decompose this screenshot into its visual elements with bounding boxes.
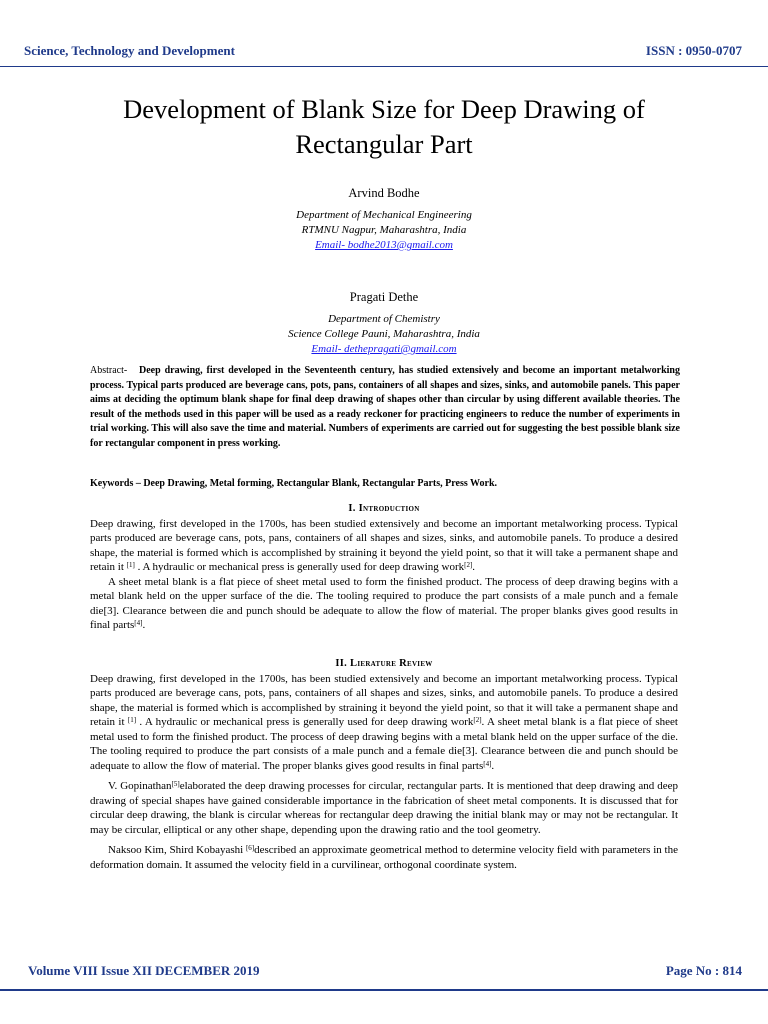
paragraph-text: . A hydraulic or mechanical press is generally used for deep drawing work [136, 716, 474, 728]
section-introduction [90, 502, 678, 633]
paragraph-text: . [491, 759, 495, 772]
section-literature-review [90, 657, 678, 872]
paragraph [90, 843, 678, 872]
abstract-text: Deep drawing, first developed in the Seventeenth century, has studied extensively and become an important metalworking process. Typical parts produced are beverage cans, pots, pans, containers of all shapes and sizes, sinks, and automobile panels. This paper aims at deciding the optimum blank shape for final deep drawing of shapes other than circular by using different available theories. The result of the methods used in this paper will be used as a ready reckoner for practicing engineers to reduce the number of experiments in trial working. This will also save the time and material. Numbers of experiments are carried out for suggesting the best possible blank size for rectangular component in press working. [90, 365, 680, 449]
citation: [2] [473, 716, 482, 724]
author-institution: Science College Pauni, Maharashtra, India [288, 328, 480, 340]
citation: [5] [171, 780, 180, 788]
paragraph-text: . [142, 619, 146, 631]
citation: [1] [127, 716, 137, 724]
paragraph-text: described an approximate geometrical method to determine velocity field with parameters in the deformation domain. It assumed the velocity field in a curvilinear, orthogonal coordinate system. [90, 844, 678, 871]
citation: [4] [134, 619, 143, 627]
section-heading: II. Lierature Review [335, 658, 433, 669]
paragraph-text: Deep drawing, first developed in the 1700s, has been studied extensively and become an important metalworking process. Typical parts produced are beverage cans, pots, pans, containers of all shapes and sizes, sinks, and automobile panels. To produce a desired shape, the material is formed which is accomplished by straining it beyond the yield point, so that it will take a permanent shape and retain it [90, 672, 678, 728]
footer-divider [0, 989, 768, 991]
abstract [90, 364, 680, 452]
author-email-link[interactable]: Email- dethepragati@gmail.com [311, 343, 457, 355]
abstract-label: Abstract- [90, 365, 128, 376]
journal-name: Science, Technology and Development [24, 43, 235, 58]
footer-issue: Volume VIII Issue XII DECEMBER 2019 [28, 963, 260, 978]
citation: [1] [126, 561, 135, 569]
author-department: Department of Mechanical Engineering [296, 209, 472, 221]
paragraph-text: . A sheet metal blank is a flat piece of sheet metal used to form the finished product. The process of deep drawing begins with a metal blank held on the upper surface of the die. The tooling required to produce the part consists of a male punch and a female die[3]. Clearance between die and punch should be adequate to allow the flow of material. The proper blanks gives good results in final parts [90, 716, 678, 772]
author-block-2 [0, 290, 768, 357]
keywords: Keywords – Deep Drawing, Metal forming, Rectangular Blank, Rectangular Parts, Press Work. [90, 478, 498, 489]
header-divider [0, 66, 768, 67]
paragraph [90, 575, 678, 633]
paper-title: Development of Blank Size for Deep Drawing of Rectangular Part [123, 94, 645, 159]
author-institution: RTMNU Nagpur, Maharashtra, India [301, 224, 467, 236]
citation: [2] [464, 561, 473, 569]
author-block-1 [0, 186, 768, 253]
citation: [6] [245, 844, 255, 852]
section-heading: I. Introduction [348, 503, 420, 514]
author-department: Department of Chemistry [328, 313, 440, 325]
issn: ISSN : 0950-0707 [645, 43, 742, 58]
paragraph-text: Deep drawing, first developed in the 1700s, has been studied extensively and become an important metalworking process. Typical parts produced are beverage cans, pots, pans, containers of all shapes and sizes, sinks, and automobile panels. To produce a desired shape, the material is formed which is accomplished by straining it beyond the yield point, so that it will take a permanent shape and retain it [90, 517, 678, 573]
author-email-link[interactable]: Email- bodhe2013@gmail.com [315, 239, 453, 251]
paragraph-text: elaborated the deep drawing processes for circular, rectangular parts. It is mentioned that deep drawing and deep drawing of special shapes have gained considerable importance in the fabrication of sheet metal components. It is discussed that for circular deep drawing, the blank is circular whereas for rectangular deep drawing the initial blank may or may not be rectangular. It may be circular, elliptical or any other shape, depending upon the drawing ratio and the tool geometry. [90, 780, 678, 836]
paragraph-text: . A hydraulic or mechanical press is generally used for deep drawing work [134, 561, 465, 573]
paragraph [90, 779, 678, 837]
author-name: Arvind Bodhe [348, 186, 420, 200]
paragraph [90, 517, 678, 575]
footer-page-number: Page No : 814 [665, 963, 742, 978]
paragraph-text: A sheet metal blank is a flat piece of sheet metal used to form the finished product. The process of deep drawing begins with a metal blank held on the upper surface of the die. The tooling required to produce the part consists of a male punch and a female die[3]. Clearance between die and punch should be adequate to allow the flow of material. The proper blanks gives good results in final parts [90, 575, 678, 631]
paragraph-text: Naksoo Kim, Shird Kobayashi [108, 844, 246, 856]
paragraph-text: V. Gopinathan [108, 780, 172, 792]
paragraph [90, 672, 678, 774]
paragraph-text: . [472, 561, 476, 573]
citation: [4] [483, 759, 492, 768]
author-name: Pragati Dethe [349, 290, 419, 304]
